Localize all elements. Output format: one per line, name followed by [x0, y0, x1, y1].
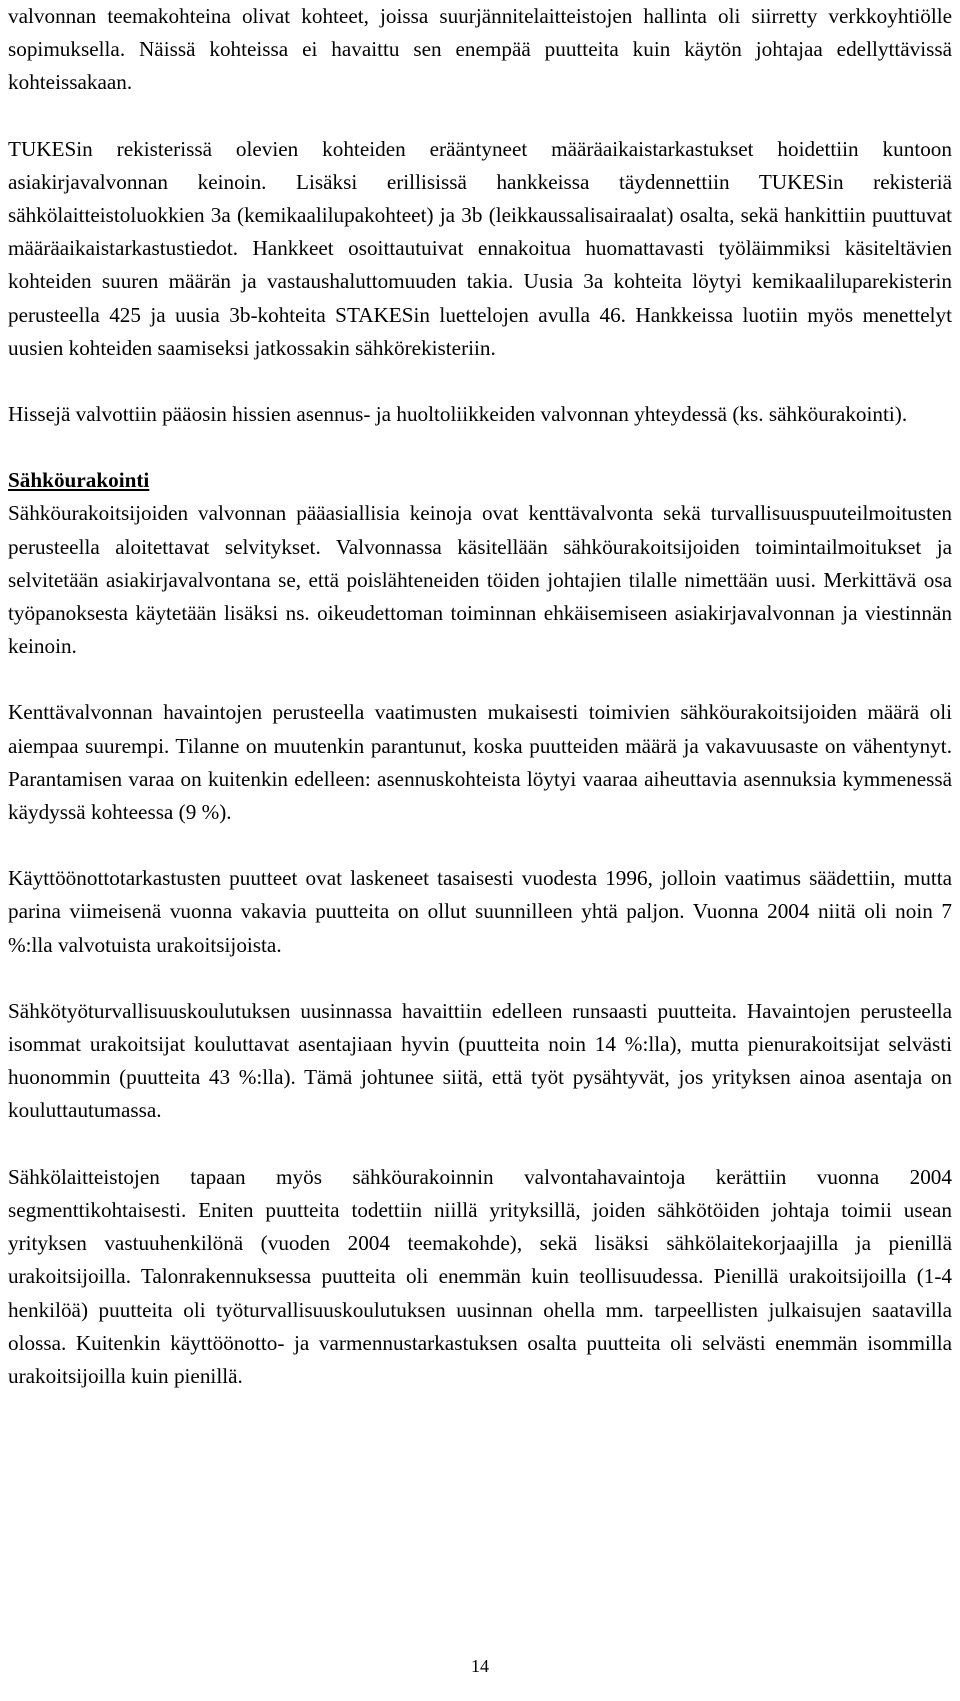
section-paragraph-4: Sähkötyöturvallisuuskoulutuksen uusinnassa havaittiin edelleen runsaasti puutteita. Havaintojen perusteella isommat urakoitsijat kouluttavat asentajiaan hyvin (puutteita noin 14 %:lla), mutta pienurakoitsijat selvästi huonommin (puutteita 43 %:lla). Tämä johtunee siitä, että työt pysähtyvät, jos yrityksen ainoa asentaja on kouluttautumassa. [8, 998, 952, 1123]
paragraph-1: valvonnan teemakohteina olivat kohteet, joissa suurjännitelaitteistojen hallinta oli siirretty verkkoyhtiölle sopimuksella. Näissä kohteissa ei havaittu sen enempää puutteita kuin käytön johtajaa edellyttävissä kohteissakaan. [8, 4, 952, 95]
paragraph-2: TUKESin rekisterissä olevien kohteiden erääntyneet määräaikaistarkastukset hoidettiin kuntoon asiakirjavalvonnan keinoin. Lisäksi erillisissä hankkeissa täydennettiin TUKESin rekisteriä sähkölaitteistoluokkien 3a (kemikaalilupakohteet) ja 3b (leikkaussalisairaalat) osalta, sekä hankittiin puuttuvat määräaikaistarkastustiedot. Hankkeet osoittautuivat ennakoitua huomattavasti työläimmiksi käsiteltävien kohteiden suuren määrän ja vastaushaluttomuuden takia. Uusia 3a kohteita löytyi kemikaaliluparekisterin perusteella 425 ja uusia 3b-kohteita STAKESin luettelojen avulla 46. Hankkeissa luotiin myös menettelyt uusien kohteiden saamiseksi jatkossakin sähkörekisteriin. [8, 136, 952, 360]
document-page [8, 0, 952, 1393]
page-number: 14 [471, 1656, 489, 1676]
section-paragraph-3: Käyttöönottotarkastusten puutteet ovat laskeneet tasaisesti vuodesta 1996, jolloin vaatimus säädettiin, mutta parina viimeisenä vuonna vakavia puutteita on ollut suunnilleen yhtä paljon. Vuonna 2004 niitä oli noin 7 %:lla valvotuista urakoitsijoista. [8, 866, 952, 957]
paragraph-3: Hissejä valvottiin pääosin hissien asennus- ja huoltoliikkeiden valvonnan yhteydessä (ks. sähköurakointi). [8, 402, 908, 427]
section-paragraph-2: Kenttävalvonnan havaintojen perusteella vaatimusten mukaisesti toimivien sähköurakoitsijoiden määrä oli aiempaa suurempi. Tilanne on muutenkin parantunut, koska puutteiden määrä ja vakavuusaste on vähentynyt. Parantamisen varaa on kuitenkin edelleen: asennuskohteista löytyi vaaraa aiheuttavia asennuksia kymmenessä käydyssä kohteessa (9 %). [8, 700, 952, 825]
section-paragraph-1: Sähköurakoitsijoiden valvonnan pääasiallisia keinoja ovat kenttävalvonta sekä turvallisuuspuuteilmoitusten perusteella aloitettavat selvitykset. Valvonnassa käsitellään sähköurakoitsijoiden toimintailmoitukset ja selvitetään asiakirjavalvontana se, että poislähteneiden töiden johtajien tilalle nimettään uusi. Merkittävä osa työpanoksesta käytetään lisäksi ns. oikeudettoman toiminnan ehkäisemiseen asiakirjavalvonnan ja viestinnän keinoin. [8, 501, 952, 659]
section-heading: Sähköurakointi [8, 468, 150, 493]
section-paragraph-5: Sähkölaitteistojen tapaan myös sähköurakoinnin valvontahavaintoja kerättiin vuonna 2004 segmenttikohtaisesti. Eniten puutteita todettiin niillä yrityksillä, joiden sähkötöiden johtaja toimii usean yrityksen vastuuhenkilönä (vuoden 2004 teemakohde), sekä lisäksi sähkölaitekorjaajilla ja pienillä urakoitsijoilla. Talonrakennuksessa puutteita oli enemmän kuin teollisuudessa. Pienillä urakoitsijoilla (1-4 henkilöä) puutteita oli työturvallisuuskoulutuksen uusinnan ohella mm. tarpeellisten julkaisujen saatavilla olossa. Kuitenkin käyttöönotto- ja varmennustarkastuksen osalta puutteita oli selvästi enemmän isommilla urakoitsijoilla kuin pienillä. [8, 1164, 952, 1388]
